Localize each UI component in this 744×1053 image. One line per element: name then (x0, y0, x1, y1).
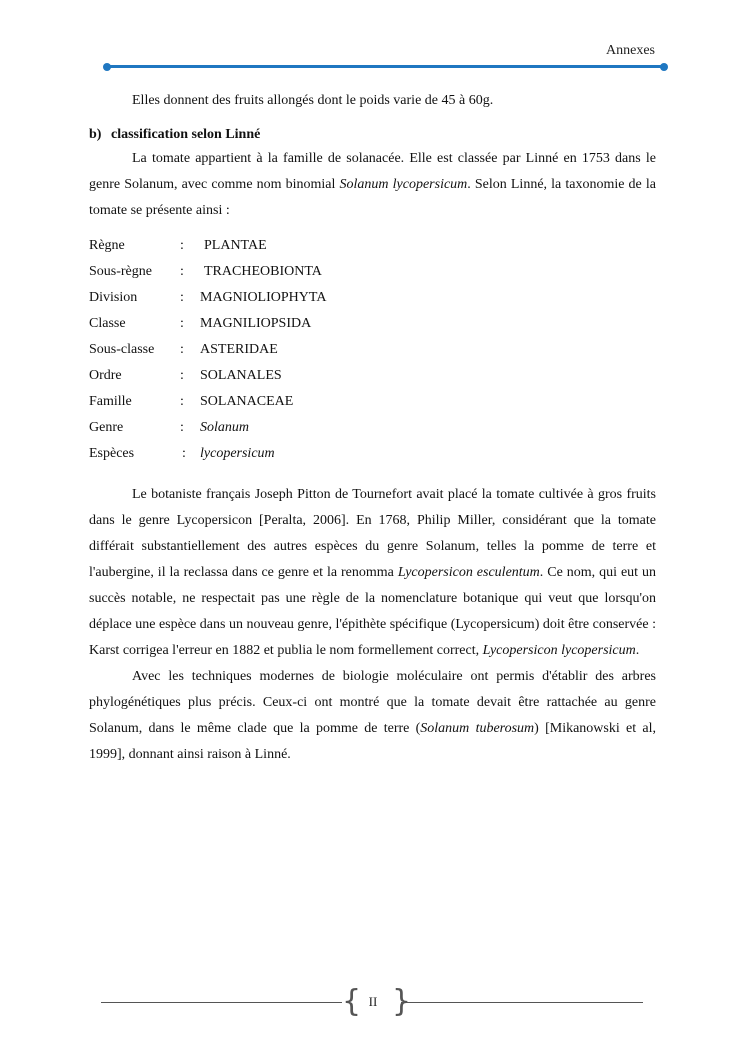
taxonomy-row (89, 337, 656, 363)
taxonomy-rank: Division (89, 290, 138, 305)
taxonomy-row (89, 259, 656, 285)
taxonomy-row (89, 363, 656, 389)
taxonomy-value: PLANTAE (204, 238, 267, 253)
classification-text-2: . Selon Linné, la taxonomie de la tomate se présente ainsi : (89, 177, 656, 218)
taxonomy-row (89, 285, 656, 311)
taxonomy-value: MAGNIOLIOPHYTA (200, 290, 327, 305)
taxonomy-value: SOLANALES (200, 368, 282, 383)
taxonomy-row (89, 389, 656, 415)
modern-text-2: ) [Mikanowski et al, 1999], donnant ainsi raison à Linné. (89, 721, 656, 762)
taxonomy-colon: : (180, 342, 184, 357)
tournefort-text-3: . (635, 643, 640, 658)
taxonomy-value: TRACHEOBIONTA (204, 264, 322, 279)
species-name-esculentum: Lycopersicon esculentum (397, 565, 540, 580)
taxonomy-colon: : (180, 316, 184, 331)
section-label: b) (89, 127, 102, 142)
taxonomy-row (89, 441, 656, 467)
taxonomy-table (89, 233, 656, 467)
binomial-name: Solanum lycopersicum (339, 177, 468, 192)
taxonomy-colon: : (182, 446, 186, 461)
species-name-tuberosum: Solanum tuberosum (420, 721, 535, 736)
intro-paragraph: Elles donnent des fruits allongés dont le poids varie de 45 à 60g. (132, 93, 494, 108)
section-title: classification selon Linné (111, 127, 261, 142)
taxonomy-row (89, 415, 656, 441)
modern-text-1: Avec les techniques modernes de biologie moléculaire ont permis d'établir des arbres phylogénétiques plus précis. Ceux-ci ont montré que la tomate devait être rattachée au genre Solanum, dans le même clade que la pomme de terre ( (89, 669, 656, 736)
tournefort-text-1: Le botaniste français Joseph Pitton de Tournefort avait placé la tomate cultivée à gros fruits dans le genre Lycopersicon [Peralta, 2006]. En 1768, Philip Miller, considérant que la tomate différait substantiellement des autres espèces du genre Solanum, telles la pomme de terre et l'aubergine, il la reclassa dans ce genre et la renomma (89, 487, 656, 580)
taxonomy-rank: Genre (89, 420, 124, 435)
page-content (89, 88, 656, 768)
taxonomy-value: lycopersicum (200, 446, 275, 461)
tournefort-text-2: . Ce nom, qui eut un succès notable, ne respectait pas une règle de la nomenclature botanique qui veut que lorsqu'on déplace une espèce dans un nouveau genre, l'épithète spécifique (Lycopersicum) doit être conservée : Karst corrigea l'erreur en 1882 et publia le nom formellement correct, (89, 565, 657, 658)
header-title: Annexes (606, 43, 655, 58)
classification-paragraph (89, 146, 656, 224)
footer-rule-left (101, 1002, 342, 1003)
header-rule-left-dot (103, 63, 111, 71)
taxonomy-value: Solanum (200, 420, 249, 435)
taxonomy-row (89, 233, 656, 259)
footer-right-brace-icon: } (392, 984, 412, 1019)
taxonomy-rank: Classe (89, 316, 126, 331)
species-name-lycopersicum: Lycopersicon lycopersicum (482, 643, 636, 658)
tournefort-paragraph (89, 482, 656, 664)
header-rule (107, 65, 664, 68)
footer-rule-right (401, 1002, 643, 1003)
taxonomy-rank: Sous-classe (89, 342, 155, 357)
taxonomy-colon: : (180, 368, 184, 383)
taxonomy-colon: : (180, 394, 184, 409)
modern-paragraph (89, 664, 656, 768)
footer-left-brace-icon: { (342, 984, 362, 1019)
taxonomy-value: SOLANACEAE (200, 394, 294, 409)
taxonomy-value: MAGNILIOPSIDA (200, 316, 312, 331)
taxonomy-rank: Règne (89, 238, 125, 253)
taxonomy-rank: Famille (89, 394, 132, 409)
taxonomy-colon: : (180, 290, 184, 305)
taxonomy-colon: : (180, 264, 184, 279)
taxonomy-row (89, 311, 656, 337)
taxonomy-colon: : (180, 238, 184, 253)
taxonomy-rank: Sous-règne (89, 264, 152, 279)
classification-text-1: La tomate appartient à la famille de solanacée. Elle est classée par Linné en 1753 dans le genre Solanum, avec comme nom binomial (89, 151, 656, 192)
section-heading (89, 124, 656, 146)
taxonomy-colon: : (180, 420, 184, 435)
taxonomy-value: ASTERIDAE (200, 342, 278, 357)
taxonomy-rank: Espèces (89, 446, 135, 461)
page-number: II (368, 994, 378, 1009)
header-rule-right-dot (660, 63, 668, 71)
taxonomy-rank: Ordre (89, 368, 122, 383)
